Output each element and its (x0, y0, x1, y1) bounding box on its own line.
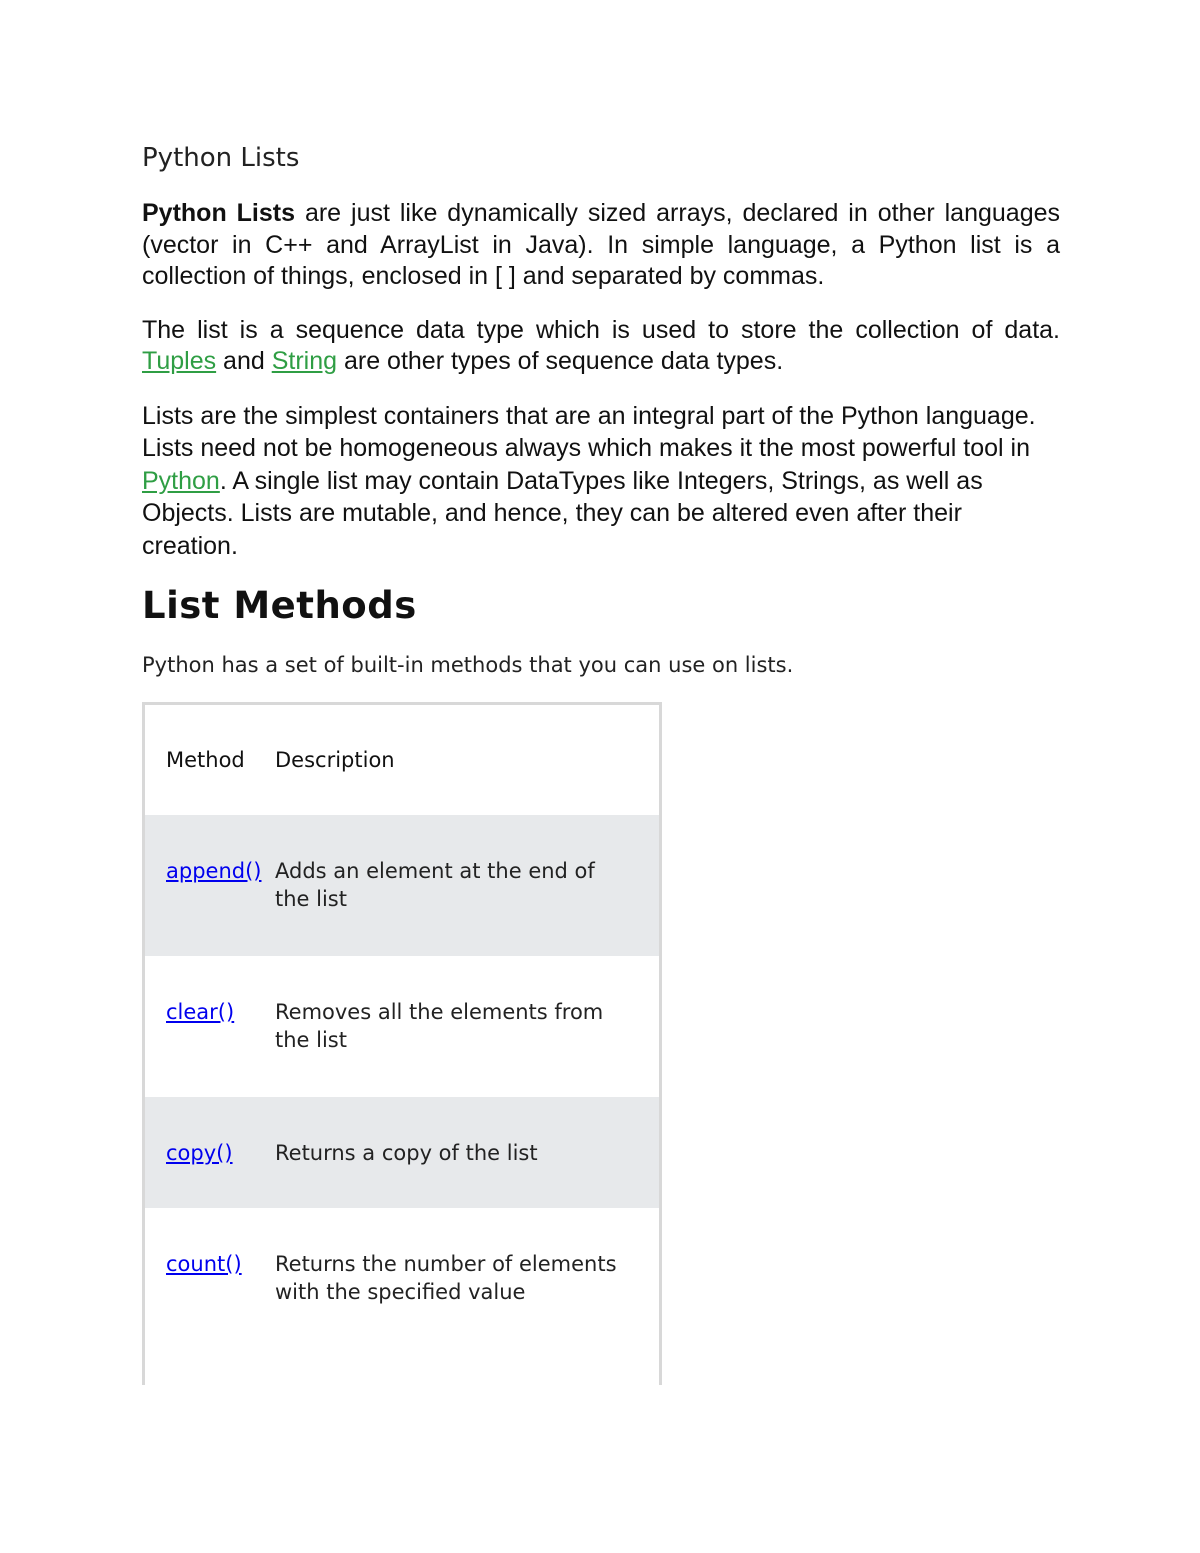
table-row (145, 1097, 659, 1208)
intro-paragraph (142, 198, 1060, 293)
method-description: Adds an element at the end of the list (275, 859, 595, 911)
method-description: Returns the number of elements with the specified value (275, 1252, 617, 1304)
clear-method-link[interactable]: clear() (166, 1000, 235, 1024)
page-title: Python Lists (142, 143, 300, 173)
table-row (145, 815, 659, 956)
count-method-link[interactable]: count() (166, 1252, 242, 1276)
sequence-text-a: The list is a sequence data type which is used to store the collection of data. (142, 315, 1060, 344)
table-row (145, 956, 659, 1097)
sequence-text-b: and (216, 347, 272, 375)
string-link[interactable]: String (271, 347, 338, 375)
bold-term: Python Lists (142, 199, 296, 227)
table-row (145, 1208, 659, 1385)
section-heading: List Methods (142, 584, 417, 627)
copy-method-link[interactable]: copy() (166, 1141, 233, 1165)
document-page (142, 140, 1060, 705)
methods-table (142, 702, 662, 1385)
sequence-paragraph (142, 315, 1060, 378)
containers-text-b: . A single list may contain DataTypes like Integers, Strings, as well as Objects. Lists are mutable, and hence, they can be altered even after their creation. (142, 466, 983, 560)
intro-text: are just like dynamically sized arrays, declared in other languages (vector in C++ and ArrayList in Java). In simple language, a Python list is a collection of things, enclosed in [ ] and separated by commas. (142, 199, 1060, 290)
methods-intro: Python has a set of built-in methods that you can use on lists. (142, 653, 794, 677)
method-description: Removes all the elements from the list (275, 1000, 604, 1052)
header-method: Method (166, 748, 245, 772)
containers-text-a: Lists are the simplest containers that are an integral part of the Python language. Lists need not be homogeneous always which makes it the most powerful tool in (142, 401, 1036, 462)
method-description: Returns a copy of the list (275, 1141, 538, 1165)
tuples-link[interactable]: Tuples (142, 347, 217, 375)
append-method-link[interactable]: append() (166, 859, 262, 883)
table-header-row (145, 705, 659, 815)
containers-paragraph (142, 400, 1060, 563)
header-description: Description (275, 748, 395, 772)
sequence-text-c: are other types of sequence data types. (337, 347, 784, 375)
python-link[interactable]: Python (142, 466, 220, 495)
